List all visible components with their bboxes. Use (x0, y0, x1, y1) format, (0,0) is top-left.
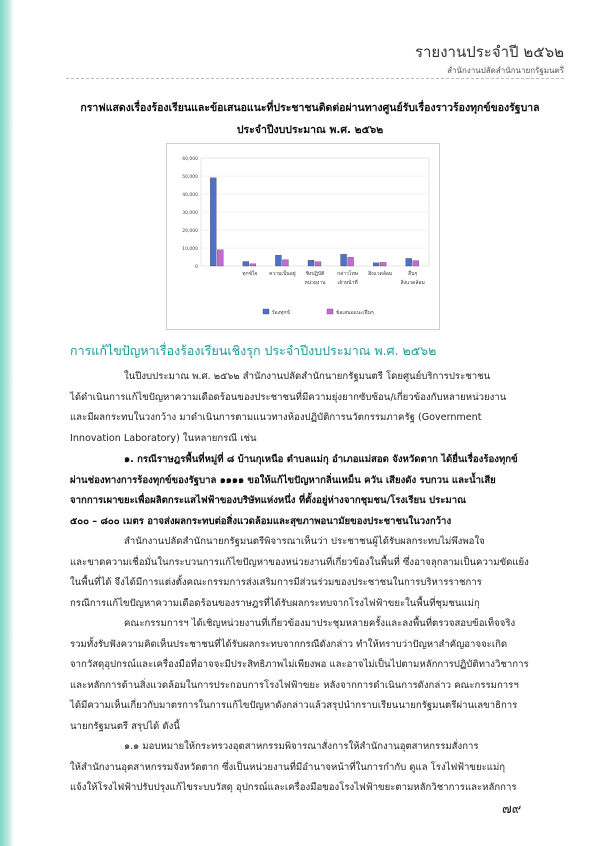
x-tick-label: ทุกข์ใจ (242, 271, 258, 277)
agency-subtitle: สำนักงานปลัดสำนักนายกรัฐมนตรี (447, 66, 564, 75)
bar-suggestion (250, 264, 256, 266)
bar-suggestion (348, 257, 354, 266)
report-title: รายงานประจำปี ๒๕๖๒ (414, 43, 564, 61)
legend-swatch (327, 309, 333, 314)
bar-complaint (275, 255, 281, 266)
bar-suggestion (217, 250, 223, 266)
text-line: ได้มีความเห็นเกี่ยวกับมาตรการในการแก้ไขปัญหาดังกล่าวแล้วสรุปนำกราบเรียนนายกรัฐมนตรีผ่านเลขาธิการ (70, 700, 518, 711)
bar-suggestion (315, 262, 321, 266)
x-tick-label-row2: หน่วยงาน (304, 280, 326, 286)
text-line: และขาดความเชื่อมั่นในกระบวนการแก้ไขปัญหาของหน่วยงานที่เกี่ยวข้องในพื้นที่ ซึ่งอาจลุกลามเป็นความขัดแย้ง (70, 556, 529, 568)
text-line: และมีผลกระทบในวงกว้าง มาดำเนินการตามแนวทางห้องปฏิบัติการนวัตกรรมภาครัฐ (Government (70, 412, 482, 423)
text-line: ได้ดำเนินการแก้ไขปัญหาความเดือดร้อนของประชาชนที่มีความยุ่งยากซับซ้อน/เกี่ยวข้องกับหลายหน่วยงาน (70, 391, 507, 403)
y-tick-label: 30,000 (182, 211, 198, 216)
y-tick-label: 60,000 (182, 157, 198, 162)
decorative-side-band (0, 0, 14, 846)
text-line: Innovation Laboratory) ในหลายกรณี เช่น (70, 432, 257, 444)
paragraph-2-case-1 (70, 450, 556, 532)
bar-suggestion (413, 261, 419, 266)
x-tick-label: สิ่งแวดล้อม (368, 271, 393, 277)
legend-swatch (263, 309, 269, 314)
text-line: และหลักการด้านสิ่งแวดล้อมในการประกอบการโรงไฟฟ้าขยะ หลังจากการดำเนินการดังกล่าว คณะกรรมการฯ (70, 679, 519, 691)
text-line: จากการเผาขยะเพื่อผลิตกระแสไฟฟ้าของบริษัทแห่งหนึ่ง ที่ตั้งอยู่ห่างจากชุมชน/โรงเรียน ประมาณ (70, 495, 467, 506)
y-tick-label: 50,000 (182, 175, 198, 180)
section-heading: การแก้ไขปัญหาเรื่องร้องเรียนเชิงรุก ประจำปีงบประมาณ พ.ศ. ๒๕๖๒ (70, 343, 437, 358)
text-line: นายกรัฐมนตรี สรุปได้ ดังนี้ (70, 720, 180, 732)
text-line: รวมทั้งรับฟังความคิดเห็นประชาชนที่ได้รับผลกระทบจากกรณีดังกล่าว ทำให้ทราบว่าปัญหาสำคัญอาจจะเกิด (70, 638, 508, 650)
bar-complaint (243, 262, 249, 267)
y-tick-label: 40,000 (182, 193, 198, 198)
x-tick-label: ชิงปฏิบัติ (305, 271, 325, 277)
text-line: ๑. กรณีราษฎรพื้นที่หมู่ที่ ๘ บ้านกุเหนือ ตำบลแม่กุ อำเภอแม่สอด จังหวัดตาก ได้ยื่นเรื่องร้องทุกข์ (124, 454, 518, 465)
paragraph-4 (70, 614, 556, 737)
y-tick-label: 10,000 (182, 247, 198, 252)
text-line: จากวัสดุอุปกรณ์และเครื่องมือที่อาจจะมีประสิทธิภาพไม่เพียงพอ และอาจไม่เป็นไปตามหลักการปฏิบัติทางวิชาการ (70, 659, 529, 670)
text-line: ในพื้นที่ได้ จึงได้มีการแต่งตั้งคณะกรรมการส่งเสริมการมีส่วนร่วมของประชาชนในการบริหารราชการ (70, 577, 482, 588)
text-line: ๕๐๐ – ๘๐๐ เมตร อาจส่งผลกระทบต่อสิ่งแวดล้อมและสุขภาพอนามัยของประชาชนในวงกว้าง (70, 515, 452, 527)
text-line: แจ้งให้โรงไฟฟ้าปรับปรุงแก้ไขระบบวัสดุ อุปกรณ์และเครื่องมือของโรงไฟฟ้าขยะตามหลักวิชาการและหลักการ (70, 782, 517, 793)
bar-suggestion (380, 262, 386, 266)
legend-label: ข้อเสนอแนะ/อื่นๆ (336, 310, 374, 316)
complaints-chart-frame (166, 143, 440, 330)
y-tick-label: 20,000 (182, 229, 198, 234)
complaints-bar-chart (167, 144, 439, 329)
text-line: ผ่านช่องทางการร้องทุกข์ของรัฐบาล ๑๑๑๑ ขอให้แก้ไขปัญหากลิ่นเหม็น ควัน เสียงดัง รบกวน และน้ำเสีย (70, 474, 496, 486)
text-line: กรณีการแก้ไขปัญหาความเดือดร้อนของราษฎรที่ได้รับผลกระทบจากโรงไฟฟ้าขยะในพื้นที่ชุมชนแม่กุ (70, 597, 480, 609)
bar-complaint (341, 254, 347, 266)
text-line: ๑.๑ มอบหมายให้กระทรวงอุตสาหกรรมพิจารณาสั่งการให้สำนักงานอุตสาหกรรมสั่งการ (124, 741, 479, 752)
text-line: คณะกรรมการฯ ได้เชิญหน่วยงานที่เกี่ยวข้องมาประชุมหลายครั้งและลงพื้นที่ตรวจสอบข้อเท็จจริง (124, 618, 516, 629)
chart-title-line-1: กราฟแสดงเรื่องร้องเรียนและข้อเสนอแนะที่ประชาชนติดต่อผ่านทางศูนย์รับเรื่องราวร้องทุกข์ของรัฐบาล (80, 102, 540, 114)
y-tick-label: 0 (195, 265, 198, 270)
x-tick-label-row2: สิ่งแวดล้อม (400, 280, 425, 286)
x-tick-label: กล่าวโทษ (337, 271, 359, 277)
x-tick-label: อื่นๆ (408, 271, 418, 277)
paragraph-1 (70, 367, 556, 449)
text-line: ในปีงบประมาณ พ.ศ. ๒๕๖๒ สำนักงานปลัดสำนักนายกรัฐมนตรี โดยศูนย์บริการประชาชน (124, 371, 491, 382)
legend-label: ร้องทุกข์ (272, 310, 290, 316)
x-tick-label: ความเป็นอยู่ (269, 271, 296, 277)
header-divider (66, 78, 564, 79)
bar-complaint (406, 258, 412, 266)
text-line: สำนักงานปลัดสำนักนายกรัฐมนตรีพิจารณาเห็นว่า ประชาชนผู้ได้รับผลกระทบไม่พึงพอใจ (124, 536, 485, 547)
bar-complaint (210, 178, 216, 266)
paragraph-5 (70, 737, 556, 799)
bar-complaint (308, 260, 314, 266)
bar-suggestion (282, 260, 288, 266)
bar-complaint (373, 263, 379, 266)
x-tick-label-row2: เจ้าหน้าที่ (337, 280, 358, 286)
page-number: ๗๙ (502, 802, 522, 817)
paragraph-3 (70, 532, 556, 614)
chart-title-line-2: ประจำปีงบประมาณ พ.ศ. ๒๕๖๒ (236, 124, 384, 136)
text-line: ให้สำนักงานอุตสาหกรรมจังหวัดตาก ซึ่งเป็นหน่วยงานที่มีอำนาจหน้าที่ในการกำกับ ดูแล โรงไฟฟ้าขยะแม่กุ (70, 761, 506, 773)
